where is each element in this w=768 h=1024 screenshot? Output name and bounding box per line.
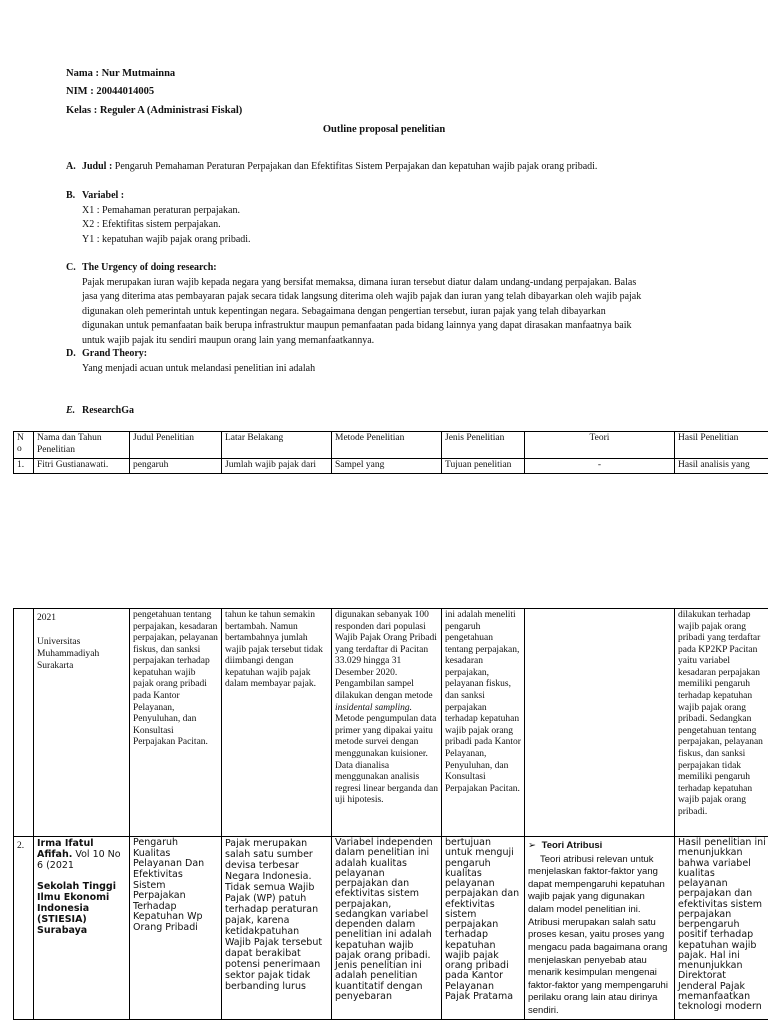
table-row bbox=[14, 458, 768, 473]
variable-item: X1 : Pemahaman peraturan perpajakan. bbox=[82, 204, 240, 216]
table-cell: Hasil analisis yang bbox=[675, 458, 768, 473]
table-row bbox=[14, 609, 768, 837]
section-urgency bbox=[66, 262, 726, 347]
section-label: Judul : bbox=[82, 161, 113, 172]
author-name: Irma Ifatul Afifah. bbox=[37, 838, 94, 861]
metode-text: Metode pengumpulan data primer yang dipakai yaitu metode survei dengan menggunakan kuisioner. Data dianalisa menggunakan analisis regresi linear berganda dan uji hipotesis. bbox=[335, 714, 438, 806]
section-letter: A. bbox=[66, 161, 76, 172]
table-cell: Jumlah wajib pajak dari bbox=[222, 458, 332, 473]
table-cell: bertujuan untuk menguji pengaruh kualitas pelayanan perpajakan dan efektivitas sistem perpajakan terhadap kepatuhan wajib pajak orang pribadi pada Kantor Pelayanan Pajak Pratama bbox=[442, 837, 525, 1020]
section-variabel bbox=[66, 190, 706, 246]
urgency-line: digunakan oleh pemerintah untuk kepentingan negara. Sebagaimana dengan pengertian tersebut, iuran pajak yang telah dibayarkan bbox=[82, 305, 606, 317]
table-cell: pengaruh bbox=[130, 458, 222, 473]
urgency-line: jasa yang diterima atas pembayaran pajak secara tidak langsung diterima oleh wajib pajak dan iuran yang telah dibayarkan oleh wajib pajak bbox=[82, 291, 642, 302]
table-cell bbox=[34, 837, 130, 1020]
grand-theory-text: Yang menjadi acuan untuk melandasi penelitian ini adalah bbox=[82, 362, 316, 374]
student-class: Kelas : Reguler A (Administrasi Fiskal) bbox=[66, 105, 243, 116]
metode-emphasis: insidental sampling. bbox=[335, 702, 413, 713]
table-header-cell: Hasil Penelitian bbox=[675, 432, 768, 459]
table-cell: 2. bbox=[14, 837, 34, 1020]
table-header-cell: Nama dan Tahun Penelitian bbox=[34, 432, 130, 459]
author-institution: Sekolah Tinggi Ilmu Ekonomi Indonesia (STIESIA) Surabaya bbox=[37, 881, 116, 937]
theory-text: Teori atribusi relevan untuk menjelaskan faktor-faktor yang dapat mempengaruhi kepatuhan wajib pajak yang digunakan dalam model penelitian ini. Atribusi merupakan salah satu proses kesan, yaitu proses yang mengacu pada bagaimana orang menjelaskan penyebab atau menarik kesimpulan mengenai faktor-faktor yang mempengaruhi perilaku orang lain atau dirinya sendiri. bbox=[528, 853, 668, 1017]
variable-item: X2 : Efektifitas sistem perpajakan. bbox=[82, 219, 221, 230]
table-row bbox=[14, 837, 768, 1020]
table-cell: Variabel independen dalam penelitian ini adalah kualitas pelayanan perpajakan dan efektivitas sistem perpajakan, sedangkan variabel dependen dalam penelitian ini adalah kepatuhan wajib pajak orang pribadi. Jenis penelitian ini adalah penelitian kuantitatif dengan penyebaran bbox=[332, 837, 442, 1020]
urgency-line: untuk wajib pajak itu sendiri maupun orang lain yang memanfaatkannya. bbox=[82, 334, 375, 346]
section-judul bbox=[66, 161, 706, 174]
table-cell: - bbox=[525, 458, 675, 473]
table-cell: 1. bbox=[14, 458, 34, 473]
table-cell bbox=[525, 837, 675, 1020]
section-label: Grand Theory: bbox=[82, 348, 148, 359]
metode-text: digunakan sebanyak 100 responden dari populasi Wajib Pajak Orang Pribadi yang terdaftar di Pacitan 33.029 hingga 31 Desember 2020. Pengambilan sampel dilakukan dengan metode bbox=[335, 610, 437, 702]
variable-item: Y1 : kepatuhan wajib pajak orang pribadi. bbox=[82, 233, 251, 245]
section-label: Variabel : bbox=[82, 190, 125, 201]
table-cell: Sampel yang bbox=[332, 458, 442, 473]
section-research-gap bbox=[66, 405, 706, 418]
table-cell: Hasil penelitian ini menunjukkan bahwa variabel kualitas pelayanan perpajakan dan efektivitas sistem perpajakan berpengaruh positif terhadap kepatuhan wajib pajak. Hal ini menunjukkan Direktorat Jenderal Pajak memanfaatkan teknologi modern bbox=[675, 837, 768, 1020]
table-header-cell: Teori bbox=[525, 432, 675, 459]
table-cell: 2021 Universitas Muhammadiyah Surakarta bbox=[34, 609, 130, 837]
table-header-cell: Latar Belakang bbox=[222, 432, 332, 459]
section-label: ResearchGa bbox=[82, 405, 135, 416]
table-cell: Pengaruh Kualitas Pelayanan Dan Efektivitas Sistem Perpajakan Terhadap Kepatuhan Wp Orang Pribadi bbox=[130, 837, 222, 1020]
bullet-arrow-icon: ➢ bbox=[528, 840, 536, 851]
table-cell: Fitri Gustianawati. bbox=[34, 458, 130, 473]
table-cell: pengetahuan tentang perpajakan, kesadaran perpajakan, pelayanan fiskus, dan sanksi perpajakan terhadap kepatuhan wajib pajak orang pribadi pada Kantor Pelayanan, Penyuluhan, dan Konsultasi Perpajakan Pacitan. bbox=[130, 609, 222, 837]
student-name: Nama : Nur Mutmainna bbox=[66, 68, 176, 79]
section-letter: C. bbox=[66, 262, 76, 273]
table-cell: tahun ke tahun semakin bertambah. Namun bertambahnya jumlah wajib pajak tersebut tidak diimbangi dengan kepatuhan wajib pajak dalam membayar pajak. bbox=[222, 609, 332, 837]
research-gap-table bbox=[13, 431, 768, 474]
table-cell bbox=[14, 609, 34, 837]
research-gap-table-continued bbox=[13, 608, 768, 1020]
section-label: The Urgency of doing research: bbox=[82, 262, 217, 273]
table-header-cell: Jenis Penelitian bbox=[442, 432, 525, 459]
section-letter: D. bbox=[66, 348, 76, 359]
section-grand-theory bbox=[66, 348, 706, 375]
table-cell: ini adalah meneliti pengaruh pengetahuan tentang perpajakan, kesadaran perpajakan, pelayanan fiskus, dan sanksi perpajakan terhadap kepatuhan wajib pajak orang pribadi pada Kantor Pelayanan, Penyuluhan, dan Konsultasi Perpajakan Pacitan. bbox=[442, 609, 525, 837]
student-nim: NIM : 20044014005 bbox=[66, 86, 155, 97]
urgency-line: digunakan untuk pemanfaatan baik berupa infrastruktur maupun pemanfaatan pada bidang lainnya yang dapat dirasakan manfaatnya baik bbox=[82, 320, 632, 331]
table-cell bbox=[525, 609, 675, 837]
theory-title: Teori Atribusi bbox=[541, 840, 603, 851]
section-letter: B. bbox=[66, 190, 76, 201]
author-volume: Vol 10 No 6 (2021 bbox=[37, 849, 121, 872]
table-cell bbox=[332, 609, 442, 837]
table-header-cell: Judul Penelitian bbox=[130, 432, 222, 459]
urgency-line: Pajak merupakan iuran wajib kepada negara yang bersifat memaksa, dimana iuran tersebut diatur dalam undang-undang perpajakan. Balas bbox=[82, 276, 637, 288]
table-header-cell: N o bbox=[14, 432, 34, 459]
document-title: Outline proposal penelitian bbox=[322, 124, 446, 135]
table-header-cell: Metode Penelitian bbox=[332, 432, 442, 459]
table-cell: Pajak merupakan salah satu sumber devisa terbesar Negara Indonesia. Tidak semua Wajib Pajak (WP) patuh terhadap peraturan pajak, karena ketidakpatuhan Wajib Pajak tersebut dapat berakibat potensi penerimaan sektor pajak tidak berbanding lurus bbox=[222, 837, 332, 1020]
table-cell: Tujuan penelitian bbox=[442, 458, 525, 473]
table-cell: dilakukan terhadap wajib pajak orang pribadi yang terdaftar pada KP2KP Pacitan yaitu variabel kesadaran perpajakan memiliki pengaruh terhadap kepatuhan wajib pajak orang pribadi. Sedangkan pengetahuan tentang perpajakan, pelayanan fiskus, dan sanksi perpajakan tidak memiliki pengaruh terhadap kepatuhan wajib pajak orang pribadi. bbox=[675, 609, 768, 837]
section-letter: E. bbox=[66, 405, 76, 416]
judul-text: Pengaruh Pemahaman Peraturan Perpajakan dan Efektifitas Sistem Perpajakan dan kepatuhan wajib pajak orang pribadi. bbox=[112, 161, 598, 172]
table-header-row bbox=[14, 432, 768, 459]
